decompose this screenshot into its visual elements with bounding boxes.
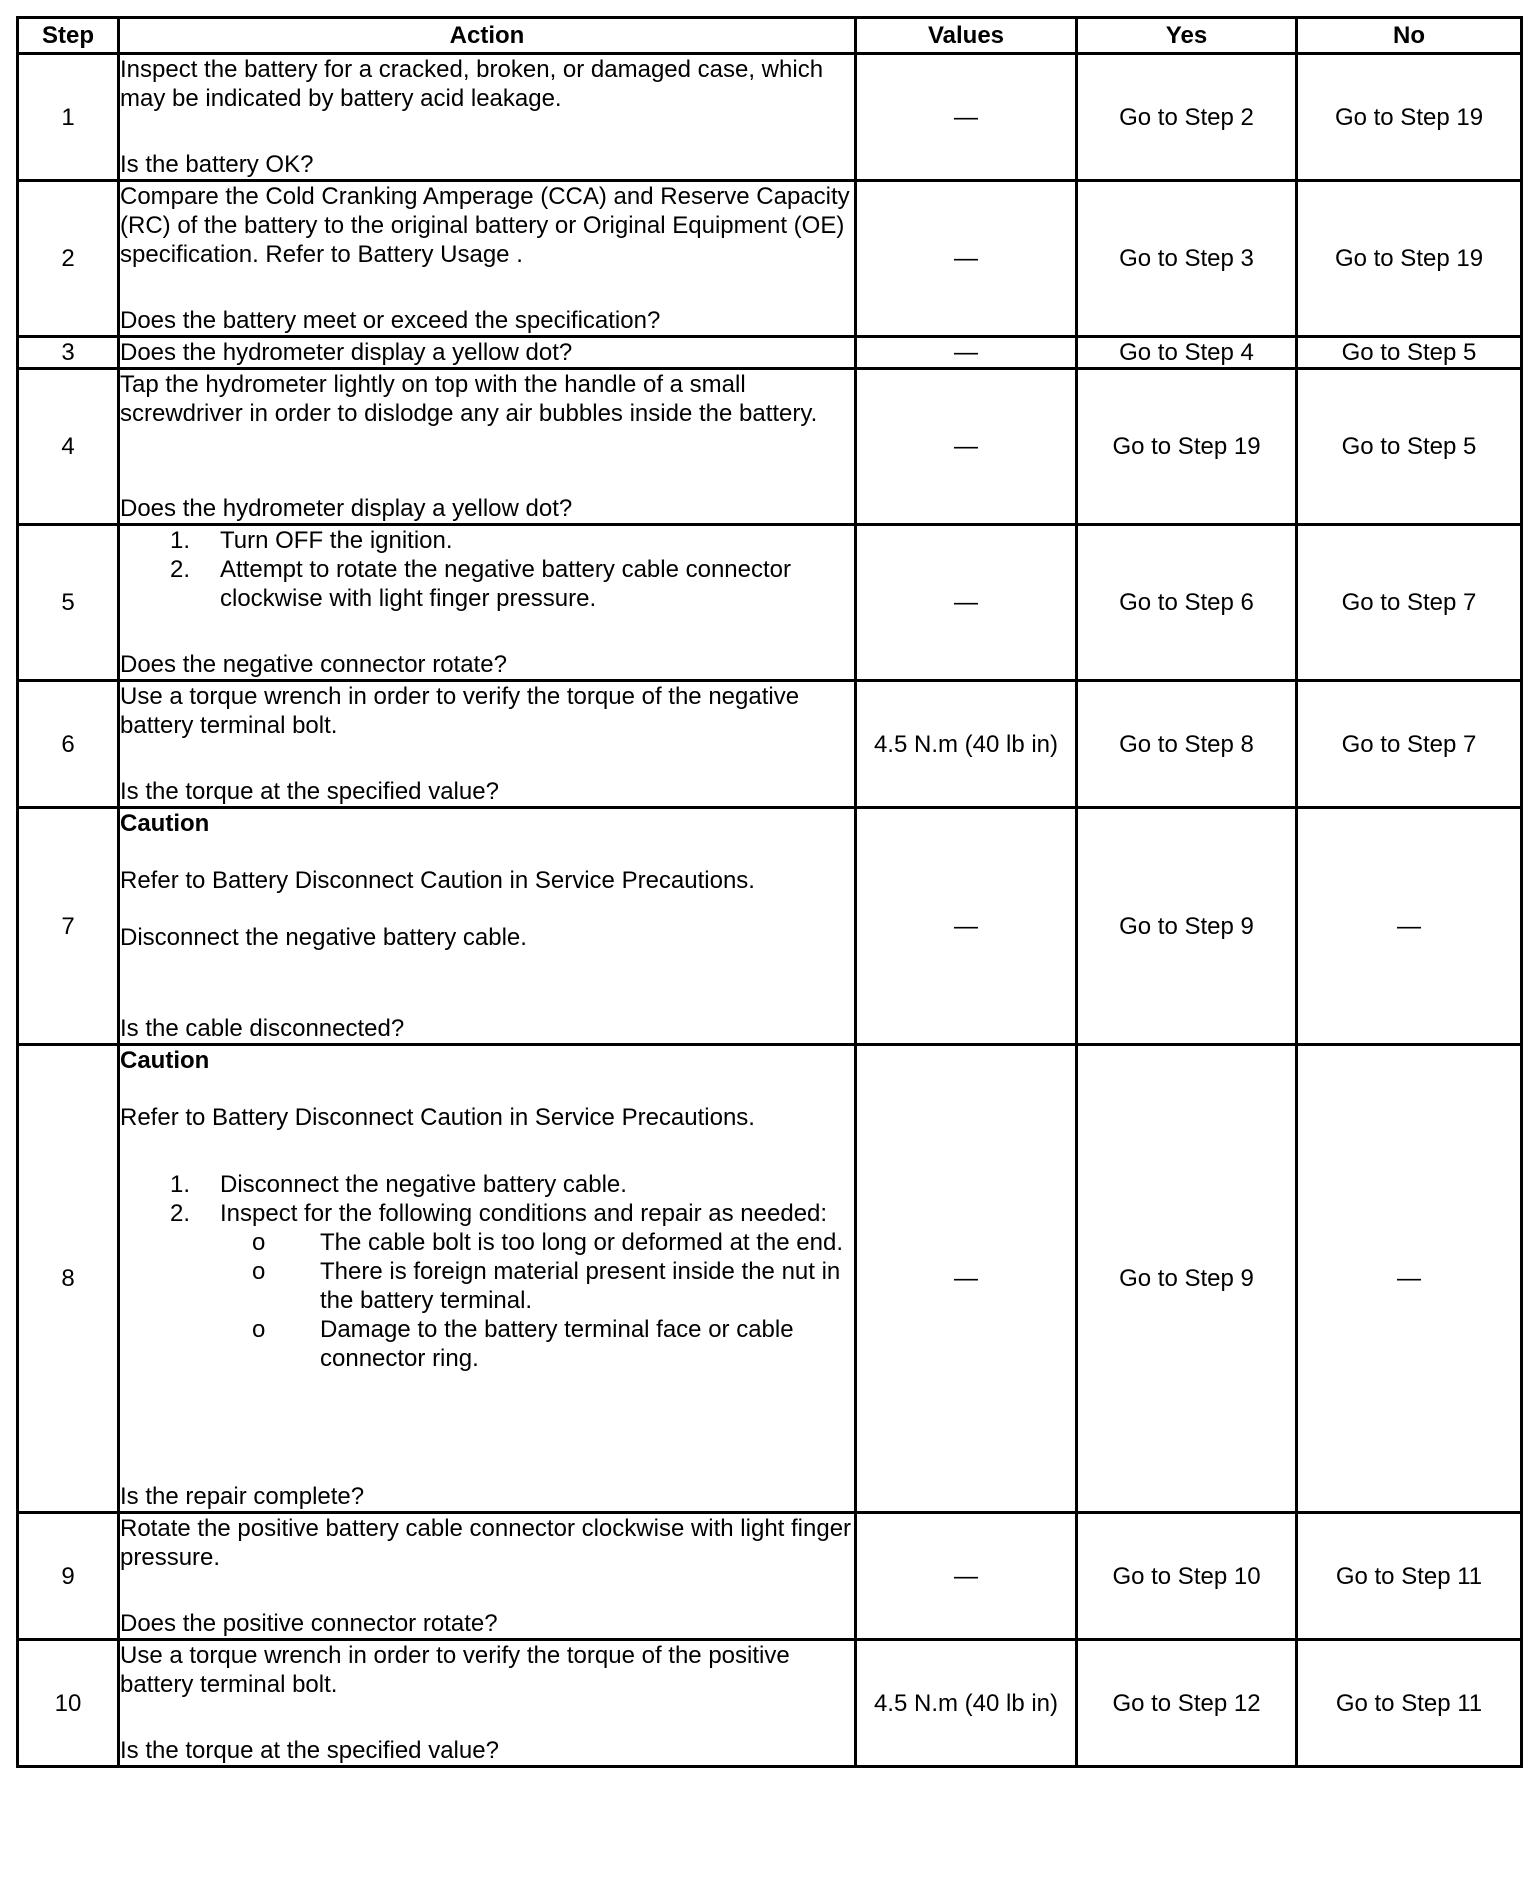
values-cell: — [856, 1513, 1077, 1640]
yes-cell: Go to Step 10 [1077, 1513, 1297, 1640]
action-text: Use a torque wrench in order to verify the torque of the negative battery terminal bolt. [120, 683, 800, 739]
action-cell [119, 369, 856, 525]
action-cell [119, 181, 856, 337]
action-text: Rotate the positive battery cable connector clockwise with light finger pressure. [120, 1515, 852, 1571]
action-cell [119, 525, 856, 681]
action-question: Is the torque at the specified value? [120, 778, 499, 805]
header-values: Values [856, 18, 1077, 54]
action-cell [119, 1045, 856, 1513]
step-number: 10 [18, 1640, 119, 1767]
table-row [18, 181, 1522, 337]
list-item: 1. Turn OFF the ignition. [170, 527, 453, 554]
action-cell [119, 808, 856, 1045]
bullet-item: o The cable bolt is too long or deformed at the end. [252, 1229, 843, 1256]
action-cell [119, 337, 856, 369]
list-item: 2. Inspect for the following conditions and repair as needed: o The cable bolt is too long or deformed at the end. o There is foreign material present inside the nut in the battery terminal. o Damage to the battery terminal face or cable connector ring. [120, 1199, 854, 1373]
action-question: Is the torque at the specified value? [120, 1737, 499, 1764]
values-cell: — [856, 1045, 1077, 1513]
values-cell: — [856, 369, 1077, 525]
action-question: Does the negative connector rotate? [120, 651, 507, 678]
no-cell: Go to Step 5 [1297, 369, 1522, 525]
caution-heading: Caution [120, 1047, 210, 1074]
table-row [18, 1640, 1522, 1767]
action-question: Does the positive connector rotate? [120, 1610, 498, 1637]
table-row [18, 54, 1522, 181]
values-cell: — [856, 54, 1077, 181]
list-item: 1. Disconnect the negative battery cable. [170, 1171, 627, 1198]
bullet-icon: o [252, 1316, 266, 1343]
action-text: Use a torque wrench in order to verify the torque of the positive battery terminal bolt. [120, 1642, 790, 1698]
yes-cell: Go to Step 2 [1077, 54, 1297, 181]
action-cell [119, 1640, 856, 1767]
no-cell: Go to Step 7 [1297, 681, 1522, 808]
yes-cell: Go to Step 3 [1077, 181, 1297, 337]
no-cell: Go to Step 5 [1297, 337, 1522, 369]
action-question: Does the hydrometer display a yellow dot? [120, 339, 573, 366]
values-cell: 4.5 N.m (40 lb in) [856, 1640, 1077, 1767]
no-cell: — [1297, 808, 1522, 1045]
yes-cell: Go to Step 9 [1077, 1045, 1297, 1513]
header-step: Step [18, 18, 119, 54]
action-question: Does the hydrometer display a yellow dot? [120, 495, 573, 522]
table-row [18, 681, 1522, 808]
table-row [18, 1513, 1522, 1640]
no-cell: Go to Step 19 [1297, 54, 1522, 181]
bullet-item: o There is foreign material present inside the nut in the battery terminal. [252, 1258, 841, 1314]
action-question: Does the battery meet or exceed the specification? [120, 307, 661, 334]
action-text: Tap the hydrometer lightly on top with the handle of a small screwdriver in order to dislodge any air bubbles inside the battery. [120, 371, 818, 427]
step-number: 4 [18, 369, 119, 525]
step-number: 1 [18, 54, 119, 181]
step-number: 3 [18, 337, 119, 369]
no-cell: Go to Step 11 [1297, 1640, 1522, 1767]
no-cell: Go to Step 7 [1297, 525, 1522, 681]
step-number: 5 [18, 525, 119, 681]
action-question: Is the repair complete? [120, 1483, 365, 1510]
bullet-list [220, 1228, 854, 1373]
no-cell: Go to Step 19 [1297, 181, 1522, 337]
yes-cell: Go to Step 9 [1077, 808, 1297, 1045]
table-row [18, 525, 1522, 681]
action-cell [119, 54, 856, 181]
action-question: Is the battery OK? [120, 151, 314, 178]
yes-cell: Go to Step 19 [1077, 369, 1297, 525]
action-question: Is the cable disconnected? [120, 1015, 405, 1042]
table-row [18, 369, 1522, 525]
yes-cell: Go to Step 4 [1077, 337, 1297, 369]
header-yes: Yes [1077, 18, 1297, 54]
bullet-icon: o [252, 1258, 266, 1285]
numbered-list [120, 526, 854, 613]
yes-cell: Go to Step 12 [1077, 1640, 1297, 1767]
values-cell: — [856, 181, 1077, 337]
action-cell [119, 1513, 856, 1640]
values-cell: — [856, 337, 1077, 369]
step-number: 2 [18, 181, 119, 337]
values-cell: — [856, 808, 1077, 1045]
step-number: 7 [18, 808, 119, 1045]
header-row [18, 18, 1522, 54]
step-number: 9 [18, 1513, 119, 1640]
step-number: 8 [18, 1045, 119, 1513]
step-number: 6 [18, 681, 119, 808]
header-action: Action [119, 18, 856, 54]
action-cell [119, 681, 856, 808]
table-row [18, 337, 1522, 369]
yes-cell: Go to Step 8 [1077, 681, 1297, 808]
diagnostic-table [16, 16, 1523, 1768]
action-text: Compare the Cold Cranking Amperage (CCA) and Reserve Capacity (RC) of the battery to the original battery or Original Equipment (OE) specification. Refer to Battery Usage . [120, 183, 850, 268]
bullet-item: o Damage to the battery terminal face or cable connector ring. [252, 1316, 794, 1372]
caution-text: Refer to Battery Disconnect Caution in Service Precautions. [120, 1104, 755, 1131]
values-cell: — [856, 525, 1077, 681]
caution-heading: Caution [120, 810, 210, 837]
header-no: No [1297, 18, 1522, 54]
values-cell: 4.5 N.m (40 lb in) [856, 681, 1077, 808]
list-item: 2. Attempt to rotate the negative battery cable connector clockwise with light finger pressure. [170, 556, 792, 612]
table-row [18, 808, 1522, 1045]
bullet-icon: o [252, 1229, 266, 1256]
table-row [18, 1045, 1522, 1513]
action-text: Inspect the battery for a cracked, broken, or damaged case, which may be indicated by battery acid leakage. [120, 56, 824, 112]
yes-cell: Go to Step 6 [1077, 525, 1297, 681]
no-cell: Go to Step 11 [1297, 1513, 1522, 1640]
numbered-list [120, 1170, 854, 1373]
no-cell: — [1297, 1045, 1522, 1513]
action-text: Disconnect the negative battery cable. [120, 924, 527, 951]
caution-text: Refer to Battery Disconnect Caution in Service Precautions. [120, 867, 755, 894]
